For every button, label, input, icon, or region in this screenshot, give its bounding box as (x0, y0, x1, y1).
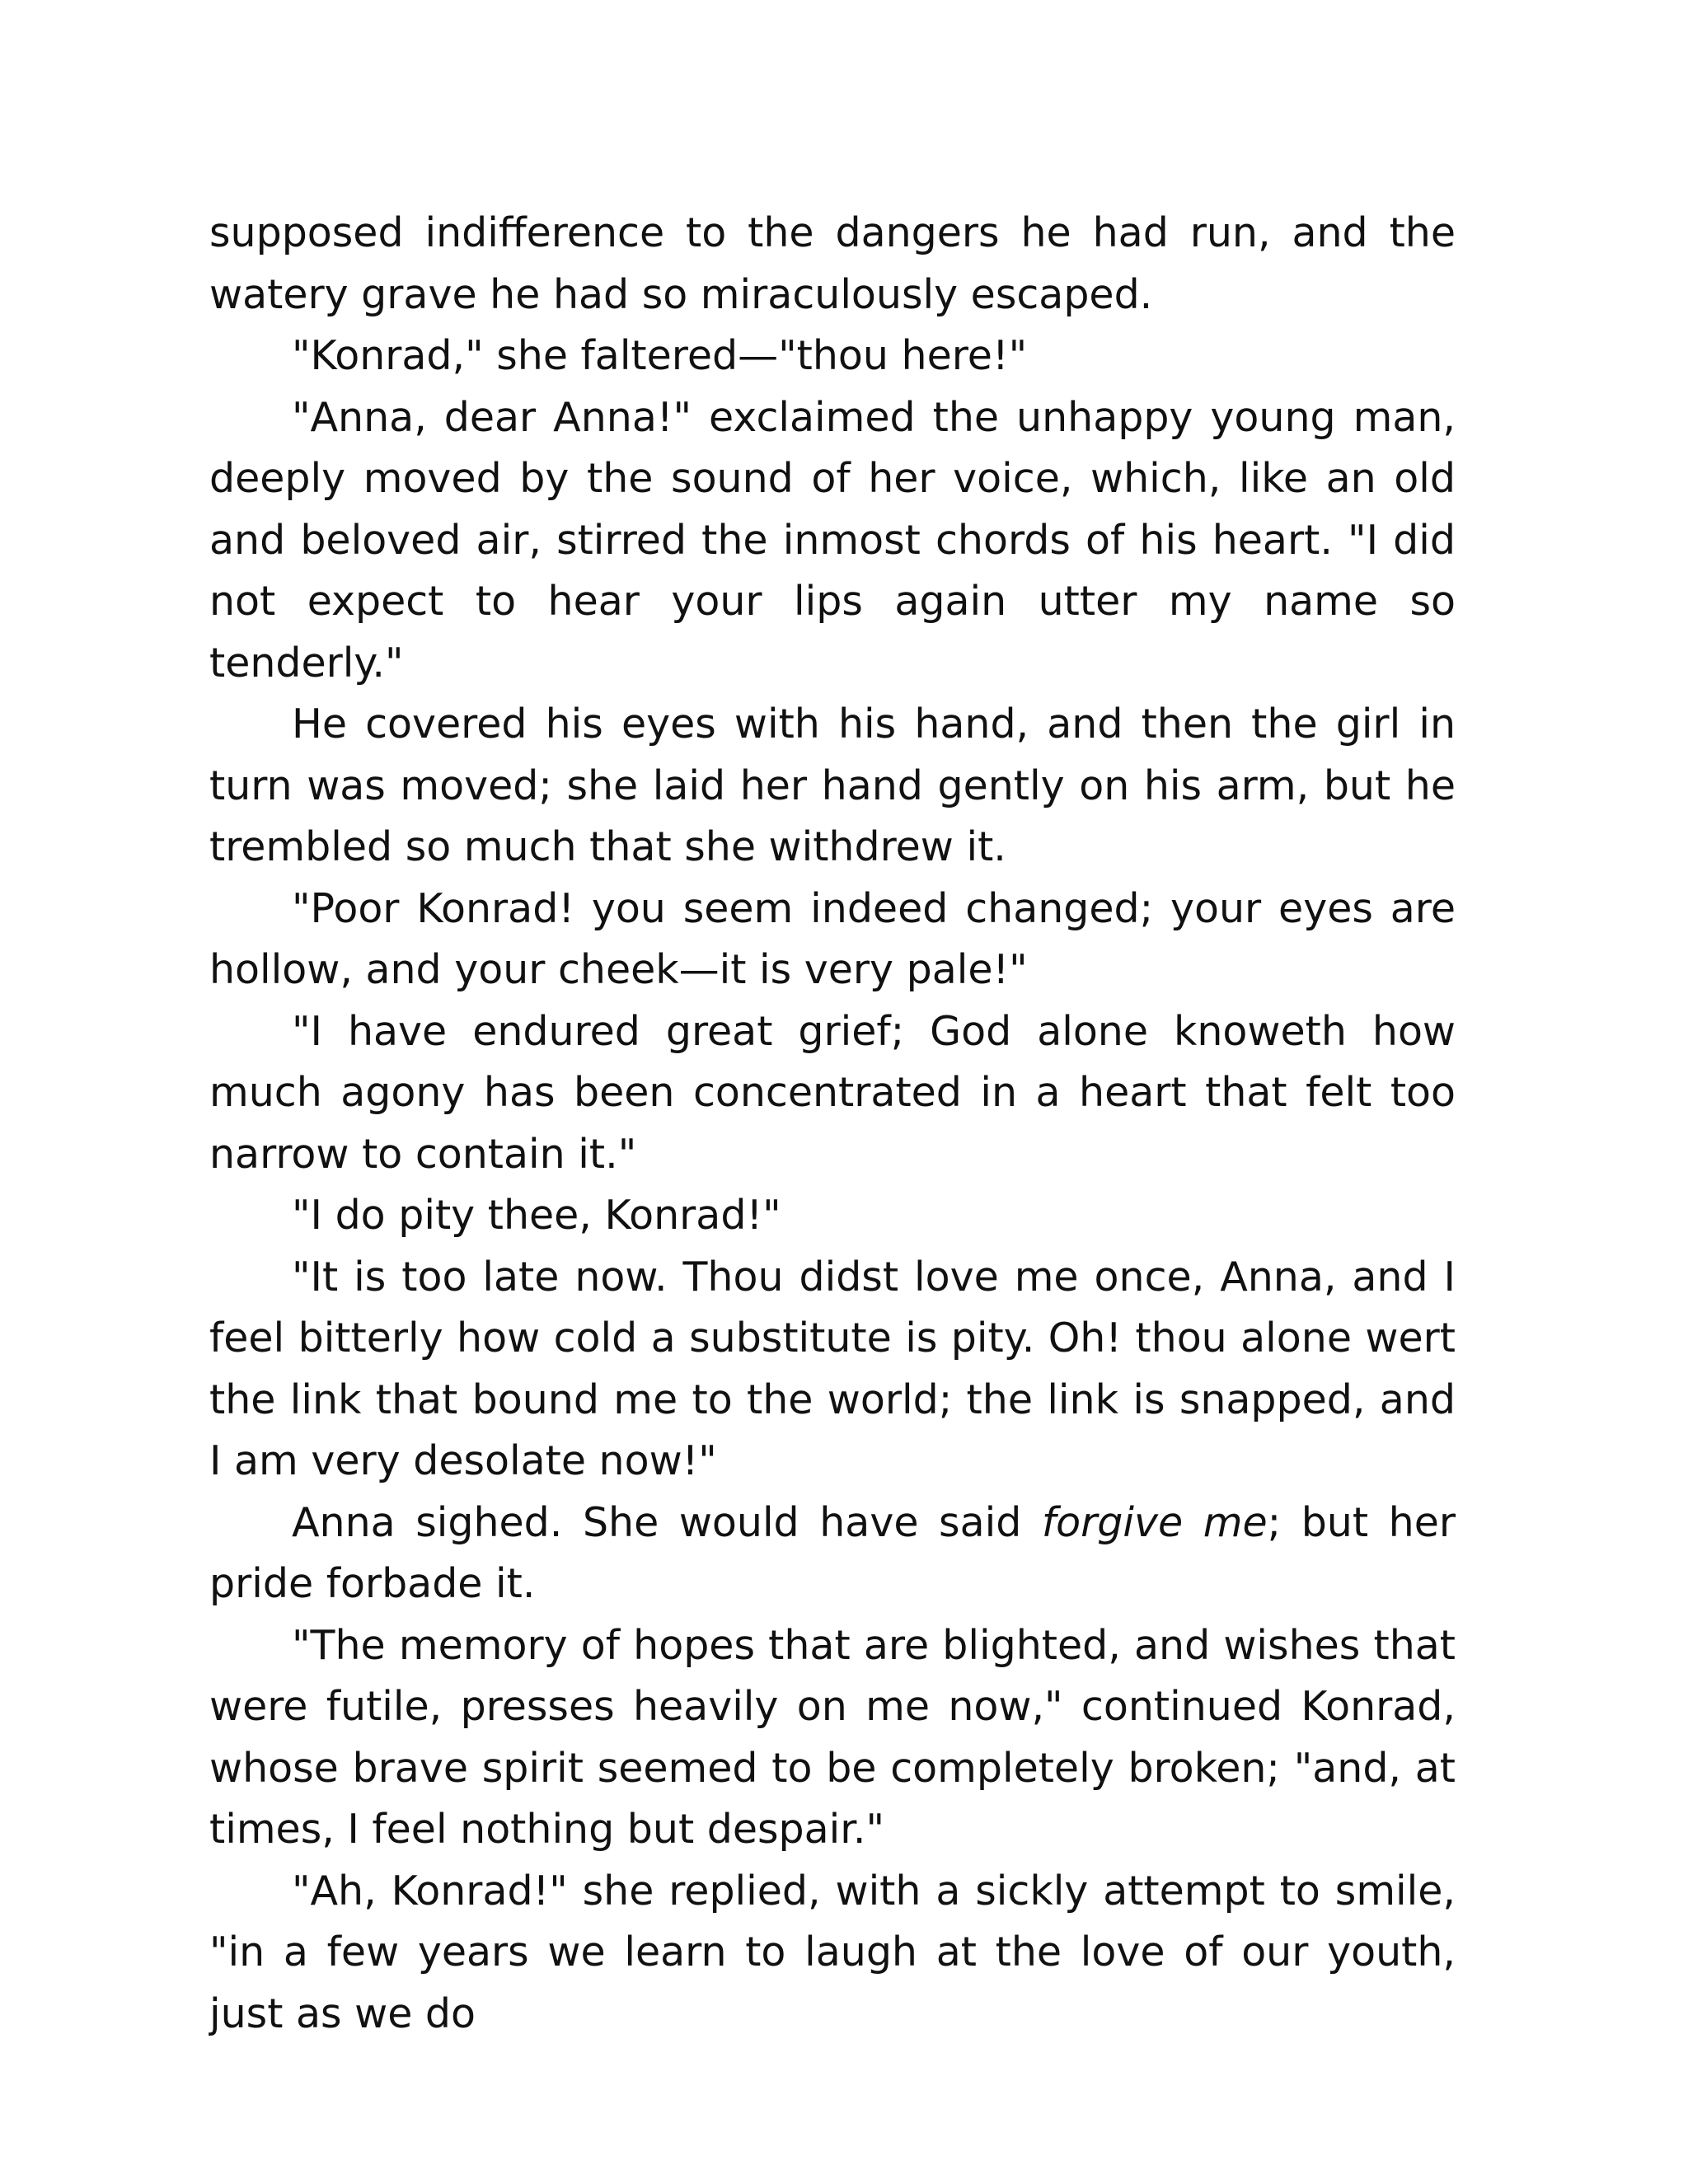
paragraph-8: "It is too late now. Thou didst love me once, Anna, and I feel bitterly how cold a substitute is pity. Oh! thou alone wert the link that bound me to the world; the link is snapped, and I am very desolate now!" (209, 1253, 1456, 1484)
paragraph-4: He covered his eyes with his hand, and then the girl in turn was moved; she laid her hand gently on his arm, but he trembled so much that she withdrew it. (209, 701, 1456, 870)
paragraph-9-text-before: Anna sighed. She would have said (292, 1498, 1042, 1546)
paragraph-3: "Anna, dear Anna!" exclaimed the unhappy young man, deeply moved by the sound of her voice, which, like an old and beloved air, stirred the inmost chords of his heart. "I did not expect to hear your lips again utter my name so tenderly." (209, 393, 1456, 687)
paragraph-11: "Ah, Konrad!" she replied, with a sickly attempt to smile, "in a few years we learn to laugh at the love of our youth, just as we do (209, 1867, 1456, 2037)
paragraph-9-italic-text: forgive me (1041, 1498, 1268, 1546)
paragraph-7: "I do pity thee, Konrad!" (292, 1192, 781, 1239)
paragraph-10: "The memory of hopes that are blighted, and wishes that were futile, presses heavily on me now," continued Konrad, whose brave spirit seemed to be completely broken; "and, at times, I feel nothing but despair." (209, 1621, 1456, 1853)
paragraph-2: "Konrad," she faltered—"thou here!" (292, 332, 1028, 379)
paragraph-9-text-after: ; but her pride forbade it. (209, 1498, 1456, 1607)
paragraph-6: "I have endured great grief; God alone knoweth how much agony has been concentrated in a heart that felt too narrow to contain it." (209, 1007, 1456, 1178)
paragraph-5: "Poor Konrad! you seem indeed changed; your eyes are hollow, and your cheek—it is very pale!" (209, 884, 1456, 993)
paragraph-1: supposed indifference to the dangers he had run, and the watery grave he had so miraculously escaped. (209, 209, 1456, 318)
page-text-body (209, 203, 1456, 2045)
paragraph-9 (209, 1493, 1456, 1615)
